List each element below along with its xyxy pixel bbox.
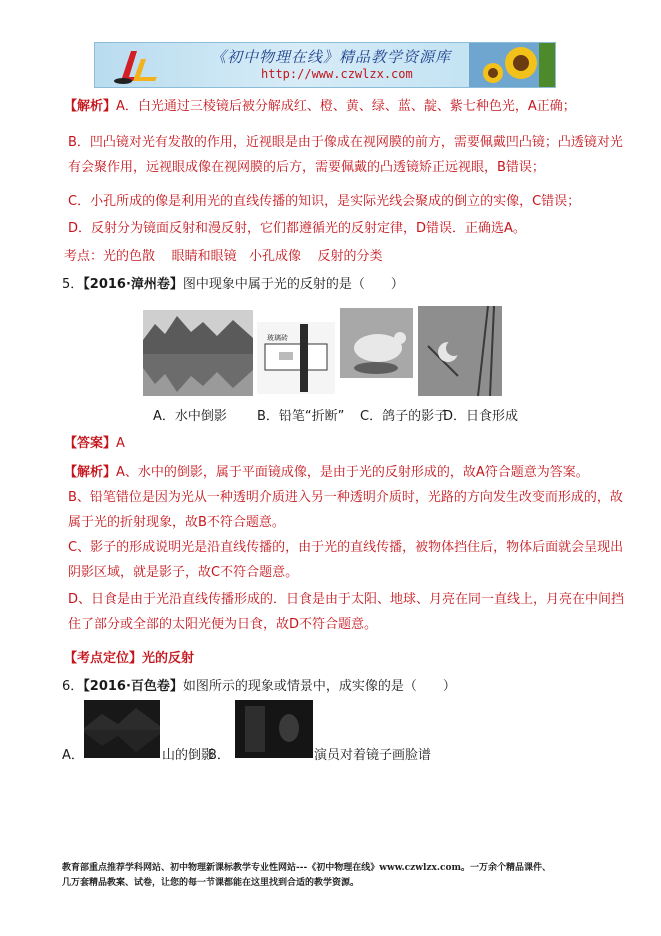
q4-analysis-d: D．反射分为镜面反射和漫反射，它们都遵循光的反射定律，D错误．正确选A。 (68, 221, 526, 236)
q5-stem: 5．【2016·漳州卷】图中现象中属于光的反射的是（ ） (62, 277, 404, 292)
q5-analysis-b: B、铅笔错位是因为光从一种透明介质进入另一种透明介质时，光路的方向发生改变而形成的，故属于光的折射现象，故B不符合题意。 (68, 490, 623, 530)
footer-line-1: 教育部重点推荐学科网站、初中物理新课标教学专业性网站---《初中物理在线》www.czwlzx.com。一万余个精品课件、 (62, 863, 552, 873)
site-logo-icon (113, 47, 159, 85)
q5-knowledge-point: 【考点定位】光的反射 (64, 651, 195, 666)
q4-knowledge-points: 考点：光的色散 眼睛和眼镜 小孔成像 反射的分类 (64, 249, 383, 264)
reflection-photo (143, 310, 253, 396)
mountain-reflection-photo (84, 700, 160, 758)
q5-analysis-a: 【解析】A、水中的倒影，属于平面镜成像，是由于光的反射形成的，故A符合题意为答案。 (64, 465, 589, 480)
q6-stem: 6．【2016·百色卷】如图所示的现象或情景中，成实像的是（ ） (62, 679, 456, 694)
q6-option-a-text: 山的倒影 (162, 748, 215, 763)
pencil-glass-label: 玻璃砖 (267, 334, 288, 342)
analysis-label: 【解析】 (64, 99, 117, 114)
footer-line-2: 几万套精品教案、试卷，让您的每一节课都能在这里找到合适的教学资源。 (62, 878, 360, 888)
q5-analysis-d: D、日食是由于光沿直线传播形成的．日食是由于太阳、地球、月亮在同一直线上，月亮在中间挡住了部分或全部的太阳光便为日食，故D不符合题意。 (68, 592, 625, 632)
opera-mirror-photo (235, 700, 313, 758)
q6-option-b-text: 演员对着镜子画脸谱 (314, 748, 432, 763)
q6-option-a-letter[interactable]: A． (62, 748, 84, 763)
page-footer (62, 861, 622, 891)
banner-url[interactable]: http://www.czwlzx.com (261, 67, 413, 81)
pencil-glass-diagram (257, 322, 335, 394)
q5-option-d[interactable]: D．日食形成 (443, 409, 519, 424)
q5-option-b[interactable]: B．铅笔“折断” (257, 409, 345, 424)
q5-answer: 【答案】A (64, 436, 125, 451)
q4-analysis-a: 【解析】A．白光通过三棱镜后被分解成红、橙、黄、绿、蓝、靛、紫七种色光，A正确； (64, 99, 576, 114)
header-banner (94, 42, 556, 88)
sunflower-icon (469, 43, 555, 87)
q5-option-c[interactable]: C．鸽子的影子 (360, 409, 448, 424)
q4-analysis-c: C．小孔所成的像是利用光的直线传播的知识，是实际光线会聚成的倒立的实像，C错误； (68, 194, 581, 209)
q6-option-b-letter[interactable]: B． (208, 748, 230, 763)
eclipse-photo (418, 306, 502, 396)
q5-option-a[interactable]: A．水中倒影 (153, 409, 227, 424)
banner-title: 《初中物理在线》精品教学资源库 (211, 48, 452, 66)
q5-analysis-c: C、影子的形成说明光是沿直线传播的，由于光的直线传播，被物体挡住后，物体后面就会呈现出阴影区域，就是影子，故C不符合题意。 (68, 540, 624, 580)
pigeon-shadow-photo (340, 308, 413, 378)
q4-analysis-b: B．凹凸镜对光有发散的作用，近视眼是由于像成在视网膜的前方，需要佩戴凹凸镜；凸透镜对光有会聚作用，远视眼成像在视网膜的后方，需要佩戴的凸透镜矫正远视眼，B错误； (68, 135, 623, 175)
